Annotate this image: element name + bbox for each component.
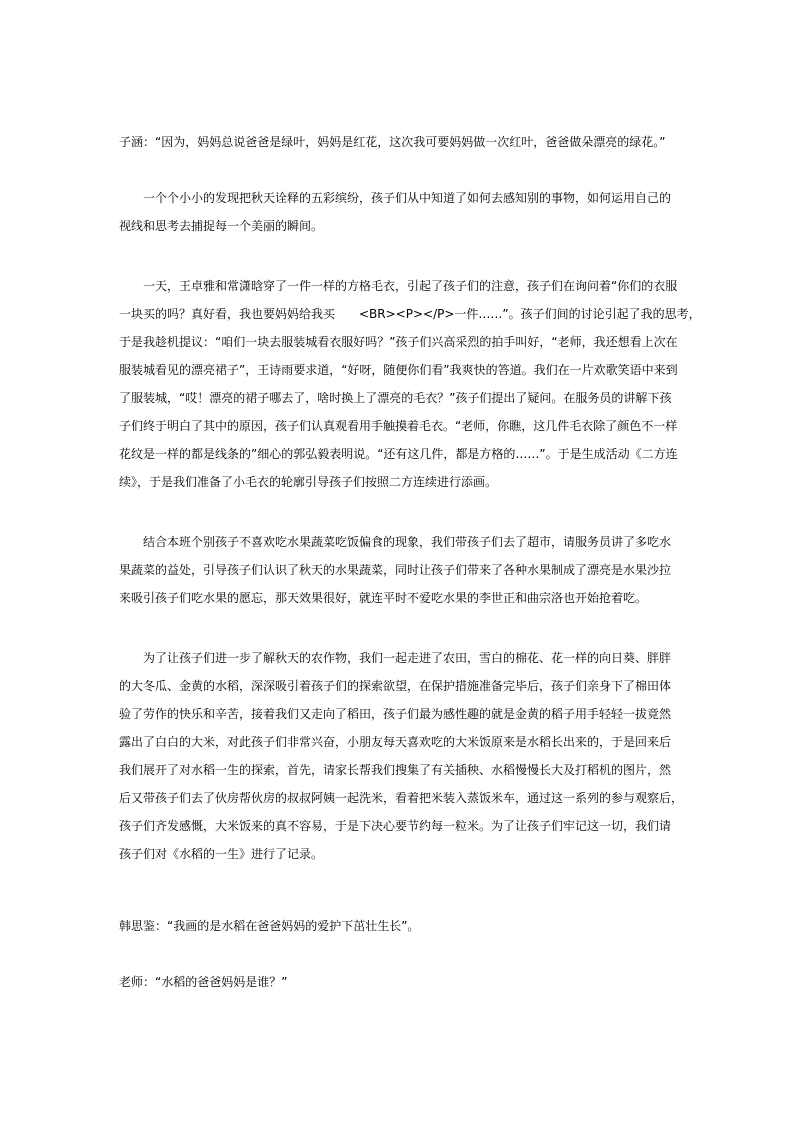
paragraph-teacher-question [119,968,679,996]
text-line: 子涵：“因为，妈妈总说爸爸是绿叶，妈妈是红花，这次我可要妈妈做一次红叶，爸爸做朵漂亮的绿花。” [119,135,666,149]
text-line: 露出了白白的大米，对此孩子们非常兴奋，小朋友每天喜欢吃的大米饭原来是水稻长出来的，于是回来后 [119,735,672,749]
text-line: 韩思鉴：“我画的是水稻在爸爸妈妈的爱护下茁壮生长”。 [119,919,420,933]
text-line: 孩子们对《水稻的一生》进行了记录。 [119,847,324,861]
text-line: 的大冬瓜、金黄的水稻，深深吸引着孩子们的探索欲望，在保护措施准备完毕后，孩子们亲身下了棉田体 [119,679,672,693]
text-line: 服装城看见的漂亮裙子”，王诗雨要求道，“好呀，随便你们看”我爽快的答道。我们在一片欢歌笑语中来到 [119,363,678,377]
text-line: 我们展开了对水稻一生的探索，首先，请家长帮我们搜集了有关插秧、水稻慢慢长大及打稻机的图片，然 [119,763,672,777]
text-line: 子们终于明白了其中的原因，孩子们认真观看用手触摸着毛衣。“老师，你瞧，这几件毛衣除了颜色不一样 [119,419,678,433]
text-line: 后又带孩子们去了伙房帮伙房的叔叔阿姨一起洗米，看着把米装入蒸饭米车，通过这一系列的参与观察后， [119,791,684,805]
paragraph-rice-farm [119,644,684,868]
text-line: 了服装城，“哎！漂亮的裙子哪去了，啥时换上了漂亮的毛衣？”孩子们提出了疑问。在服务员的讲解下孩 [119,391,672,405]
paragraph-autumn-discovery [119,184,679,240]
paragraph-fruit-vegetables [119,528,679,612]
text-line: 于是我趁机提议：“咱们一块去服装城看衣服好吗？”孩子们兴高采烈的拍手叫好，“老师，我还想看上次在 [119,335,678,349]
text-line: 结合本班个别孩子不喜欢吃水果蔬菜吃饭偏食的现象，我们带孩子们去了超市，请服务员讲了多吃水 [143,535,672,549]
paragraph-zihan-quote [119,128,679,156]
text-line: 视线和思考去捕捉每一个美丽的瞬间。 [119,219,324,233]
text-line: 一天，王卓雅和常潇晗穿了一件一样的方格毛衣，引起了孩子们的注意，孩子们在询问着“你们的衣服 [143,279,678,293]
paragraph-hansijian-quote [119,912,679,940]
text-line: 验了劳作的快乐和辛苦，接着我们又走向了稻田，孩子们最为感性趣的就是金黄的稻子用手轻轻一拔竟然 [119,707,672,721]
paragraph-sweater-story [119,272,701,496]
text-line: 为了让孩子们进一步了解秋天的农作物，我们一起走进了农田，雪白的棉花、花一样的向日葵、胖胖 [143,651,672,665]
text-line: 续》，于是我们准备了小毛衣的轮廓引导孩子们按照二方连续进行添画。 [119,475,498,489]
text-line: 孩子们齐发感慨，大米饭来的真不容易，于是下决心要节约每一粒米。为了让孩子们牢记这一切，我们请 [119,819,672,833]
text-line: 花纹是一样的都是线条的”细心的郭弘毅表明说。“还有这几件，都是方格的……”。于是生成活动《二方连 [119,447,678,461]
text-line: 老师：“水稻的爸爸妈妈是谁？” [119,975,288,989]
text-line: 果蔬菜的益处，引导孩子们认识了秋天的水果蔬菜，同时让孩子们带来了各种水果制成了漂亮是水果沙拉 [119,563,672,577]
text-line: 一个个小小的发现把秋天诠释的五彩缤纷，孩子们从中知道了如何去感知别的事物，如何运用自己的 [143,191,672,205]
text-line: 来吸引孩子们吃水果的愿忘，那天效果很好，就连平时不爱吃水果的李世正和曲宗洛也开始抢着吃。 [119,591,648,605]
text-line: 一块买的吗？真好看，我也要妈妈给我买 <BR><P></P>一件……”。孩子们间的讨论引起了我的思考， [119,307,701,321]
